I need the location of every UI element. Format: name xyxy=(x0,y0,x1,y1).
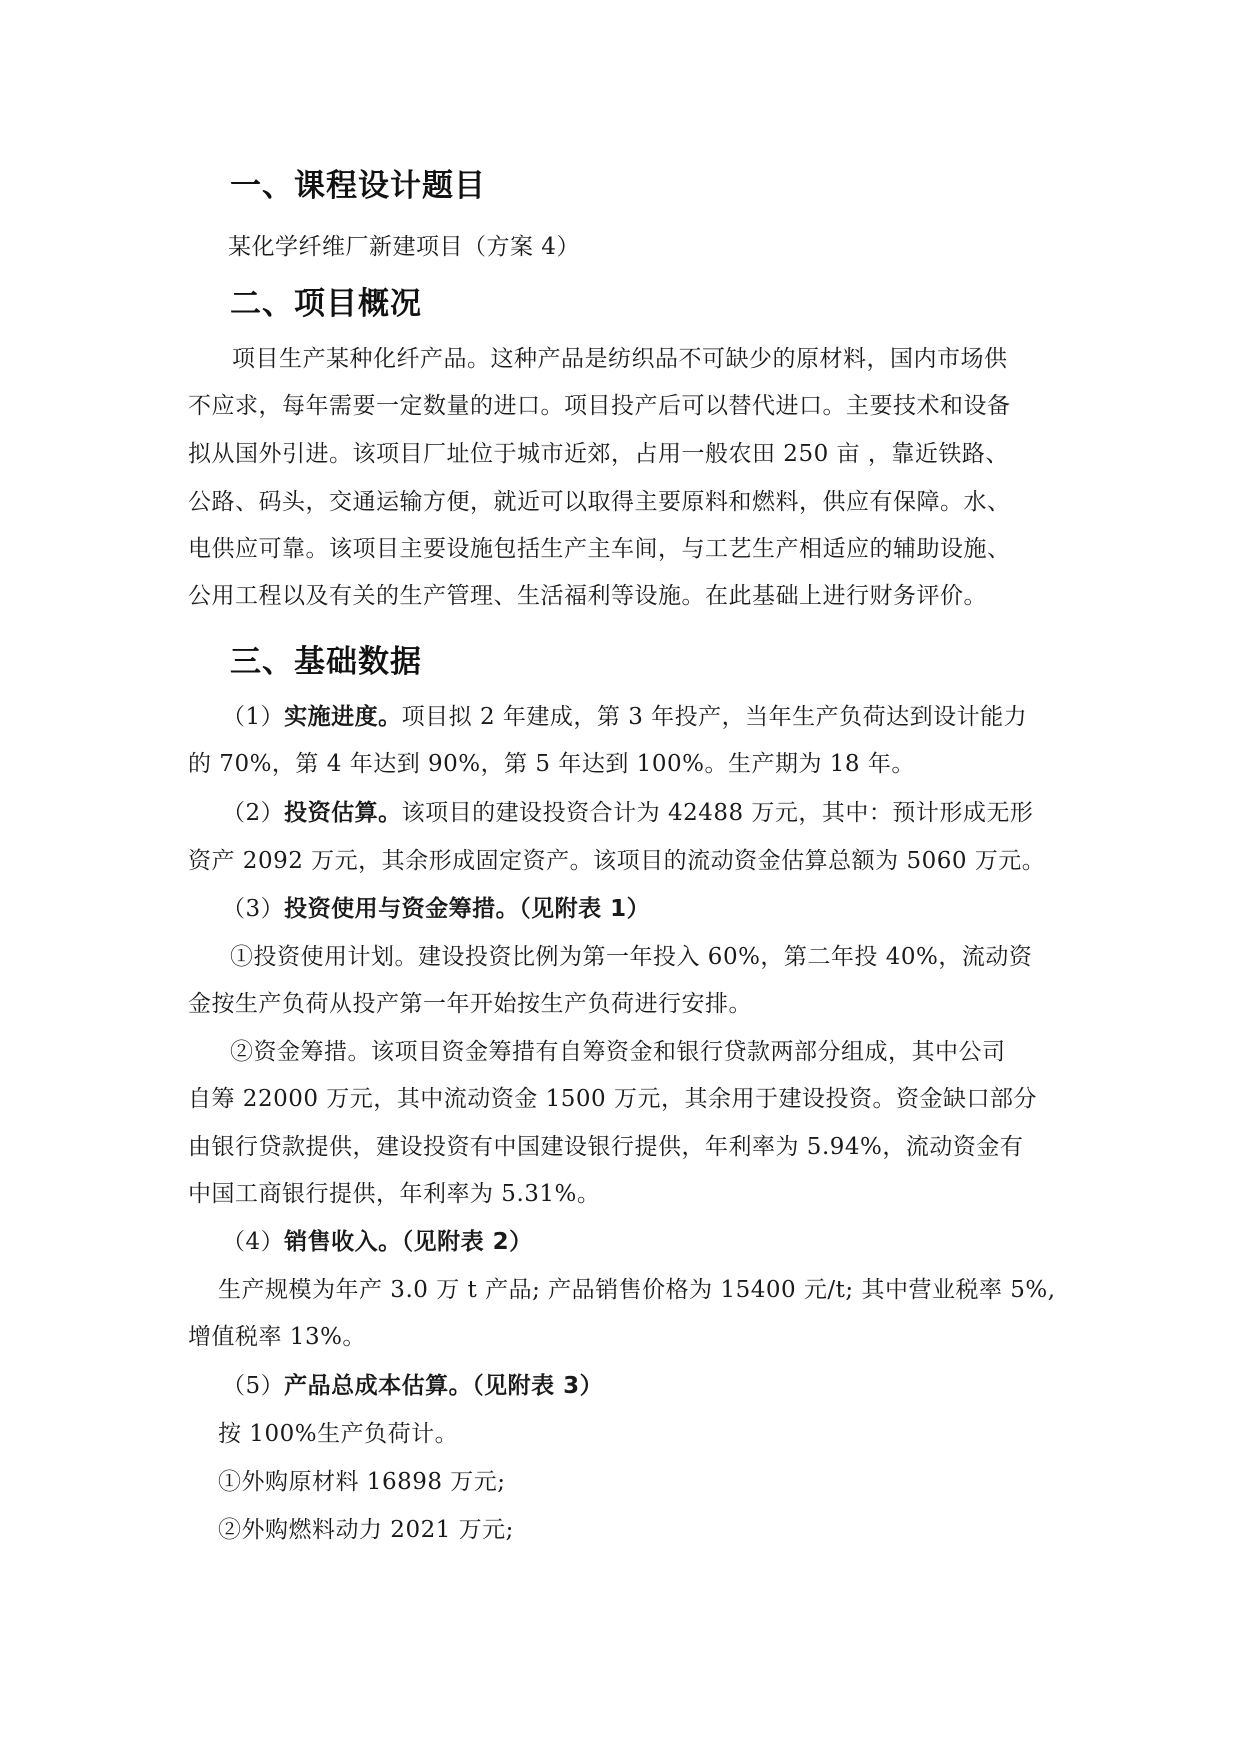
cost-line: 按 100%生产负荷计。 xyxy=(218,1421,459,1447)
sales-line: 生产规模为年产 3.0 万 t 产品; 产品销售价格为 15400 元/t; 其中营业税率 5%, xyxy=(218,1277,1056,1303)
item-label: 实施进度。 xyxy=(284,704,402,730)
item-text: 项目拟 2 年建成，第 3 年投产，当年生产负荷达到设计能力 xyxy=(401,704,1028,730)
item-number: （4） xyxy=(222,1229,285,1255)
cost-line: ②外购燃料动力 2021 万元; xyxy=(218,1517,514,1543)
item-label: 投资使用与资金筹措。（见附表 1） xyxy=(284,896,651,922)
overview-line: 拟从国外引进。该项目厂址位于城市近郊，占用一般农田 250 亩 ，靠近铁路、 xyxy=(188,441,1009,467)
heading-course-topic: 一、课程设计题目 xyxy=(230,168,486,204)
item-number: （5） xyxy=(222,1373,285,1399)
item-label: 产品总成本估算。（见附表 3） xyxy=(284,1373,604,1399)
item-investment-continued: 资产 2092 万元，其余形成固定资产。该项目的流动资金估算总额为 5060 万元。 xyxy=(188,848,1046,874)
item-number: （2） xyxy=(222,800,285,826)
cost-line: ①外购原材料 16898 万元; xyxy=(218,1469,506,1495)
overview-line: 不应求，每年需要一定数量的进口。项目投产后可以替代进口。主要技术和设备 xyxy=(188,393,1011,419)
fund-raising-line: 由银行贷款提供，建设投资有中国建设银行提供，年利率为 5.94%，流动资金有 xyxy=(188,1134,1024,1160)
item-number: （3） xyxy=(222,896,285,922)
item-label: 销售收入。（见附表 2） xyxy=(284,1229,533,1255)
item-label: 投资估算。 xyxy=(284,800,402,826)
item-text: 该项目的建设投资合计为 42488 万元，其中：预计形成无形 xyxy=(401,800,1034,826)
overview-line: 公路、码头，交通运输方便，就近可以取得主要原料和燃料，供应有保障。水、 xyxy=(188,489,1011,515)
item-number: （1） xyxy=(222,704,285,730)
heading-project-overview: 二、项目概况 xyxy=(230,286,422,322)
item-total-cost xyxy=(222,1367,603,1400)
overview-line: 公用工程以及有关的生产管理、生活福利等设施。在此基础上进行财务评价。 xyxy=(188,583,987,609)
item-sales-revenue xyxy=(222,1223,533,1256)
item-financing xyxy=(222,890,650,923)
financing-plan-line: ①投资使用计划。建设投资比例为第一年投入 60%，第二年投 40%，流动资 xyxy=(230,944,1033,970)
item-schedule xyxy=(222,698,1027,731)
fund-raising-line: ②资金筹措。该项目资金筹措有自筹资金和银行贷款两部分组成，其中公司 xyxy=(230,1039,1006,1065)
fund-raising-line: 自筹 22000 万元，其中流动资金 1500 万元，其余用于建设投资。资金缺口部分 xyxy=(188,1086,1037,1112)
project-title: 某化学纤维厂新建项目（方案 4） xyxy=(228,234,580,260)
fund-raising-line: 中国工商银行提供，年利率为 5.31%。 xyxy=(188,1181,601,1207)
item-investment xyxy=(222,794,1033,827)
item-schedule-continued: 的 70%，第 4 年达到 90%，第 5 年达到 100%。生产期为 18 年。 xyxy=(188,751,915,777)
overview-line: 电供应可靠。该项目主要设施包括生产主车间，与工艺生产相适应的辅助设施、 xyxy=(188,536,1011,562)
sales-line: 增值税率 13%。 xyxy=(188,1324,366,1350)
overview-line: 项目生产某种化纤产品。这种产品是纺织品不可缺少的原材料，国内市场供 xyxy=(232,346,1008,372)
financing-plan-line: 金按生产负荷从投产第一年开始按生产负荷进行安排。 xyxy=(188,991,752,1017)
heading-basic-data: 三、基础数据 xyxy=(230,644,422,680)
